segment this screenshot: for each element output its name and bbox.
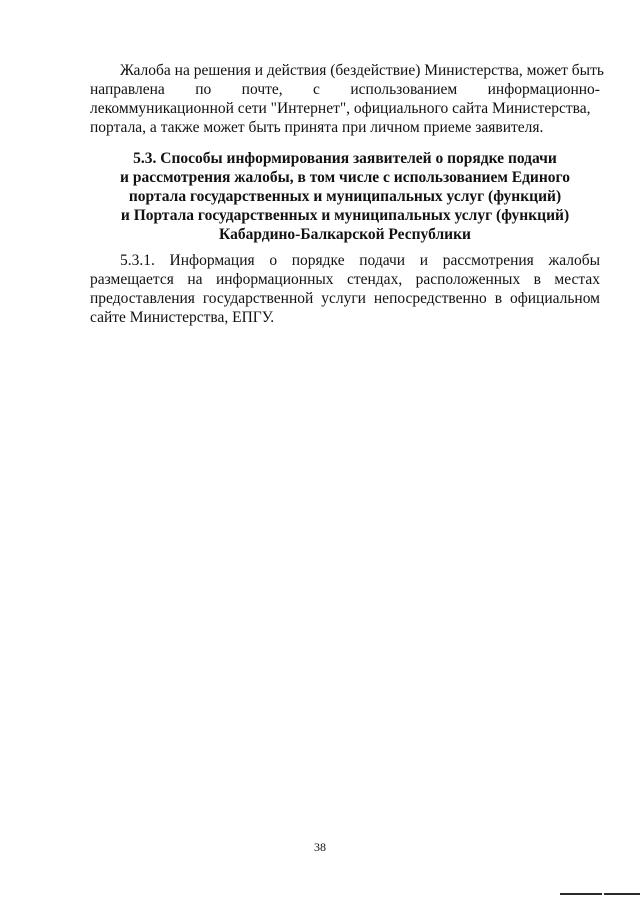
word: местах xyxy=(554,271,600,288)
paragraph-complaint-submission xyxy=(90,61,604,137)
paragraph-justified-line xyxy=(90,80,600,99)
word: информационно- xyxy=(487,81,600,98)
word: рассмотрения xyxy=(442,252,534,269)
paragraph-information-placement xyxy=(90,251,600,327)
paragraph-justified-line xyxy=(90,251,600,270)
page-number: 38 xyxy=(314,840,326,854)
word: с xyxy=(313,81,320,98)
word: предоставления xyxy=(90,290,195,307)
paragraph-line: Жалоба на решения и действия (бездействие) Министерства, может быть xyxy=(120,62,604,79)
word: размещается xyxy=(90,271,174,288)
heading-line: Кабардино-Балкарской Республики xyxy=(219,226,471,243)
word: государственной xyxy=(202,290,314,307)
word: расположенных xyxy=(415,271,521,288)
heading-line: и рассмотрения жалобы, в том числе с использованием Единого xyxy=(120,169,570,186)
heading-line: портала государственных и муниципальных услуг (функций) xyxy=(128,188,562,205)
section-heading xyxy=(90,149,600,244)
word: направлена xyxy=(90,81,165,98)
paragraph-justified-line xyxy=(90,289,600,308)
paragraph-line: сайте Министерства, ЕПГУ. xyxy=(90,309,275,326)
word: использованием xyxy=(350,81,458,98)
word: по xyxy=(195,81,212,98)
word: в xyxy=(533,271,541,288)
word: порядке xyxy=(291,252,345,269)
heading-line: и Портала государственных и муниципальных услуг (функций) xyxy=(120,207,570,224)
paragraph-line: лекоммуникационной сети "Интернет", официального сайта Министерства, xyxy=(90,100,591,117)
word: 5.3.1. xyxy=(120,252,155,269)
word: подачи xyxy=(359,252,406,269)
word: жалобы xyxy=(548,252,600,269)
scan-artifact-line xyxy=(560,893,602,895)
word: о xyxy=(269,252,278,269)
word: информационных xyxy=(215,271,334,288)
word: в xyxy=(494,290,503,307)
word: и xyxy=(419,252,429,269)
heading-line: 5.3. Способы информирования заявителей о порядке подачи xyxy=(133,150,557,167)
word: почте, xyxy=(241,81,283,98)
word: стендах, xyxy=(346,271,403,288)
word: Информация xyxy=(169,252,255,269)
word: непосредственно xyxy=(373,290,487,307)
paragraph-line: портала, а также может быть принята при личном приеме заявителя. xyxy=(90,119,544,136)
scan-artifact-line xyxy=(604,893,640,895)
paragraph-justified-line xyxy=(90,270,600,289)
word: на xyxy=(187,271,203,288)
word: услуги xyxy=(321,290,366,307)
word: официальном xyxy=(509,290,600,307)
